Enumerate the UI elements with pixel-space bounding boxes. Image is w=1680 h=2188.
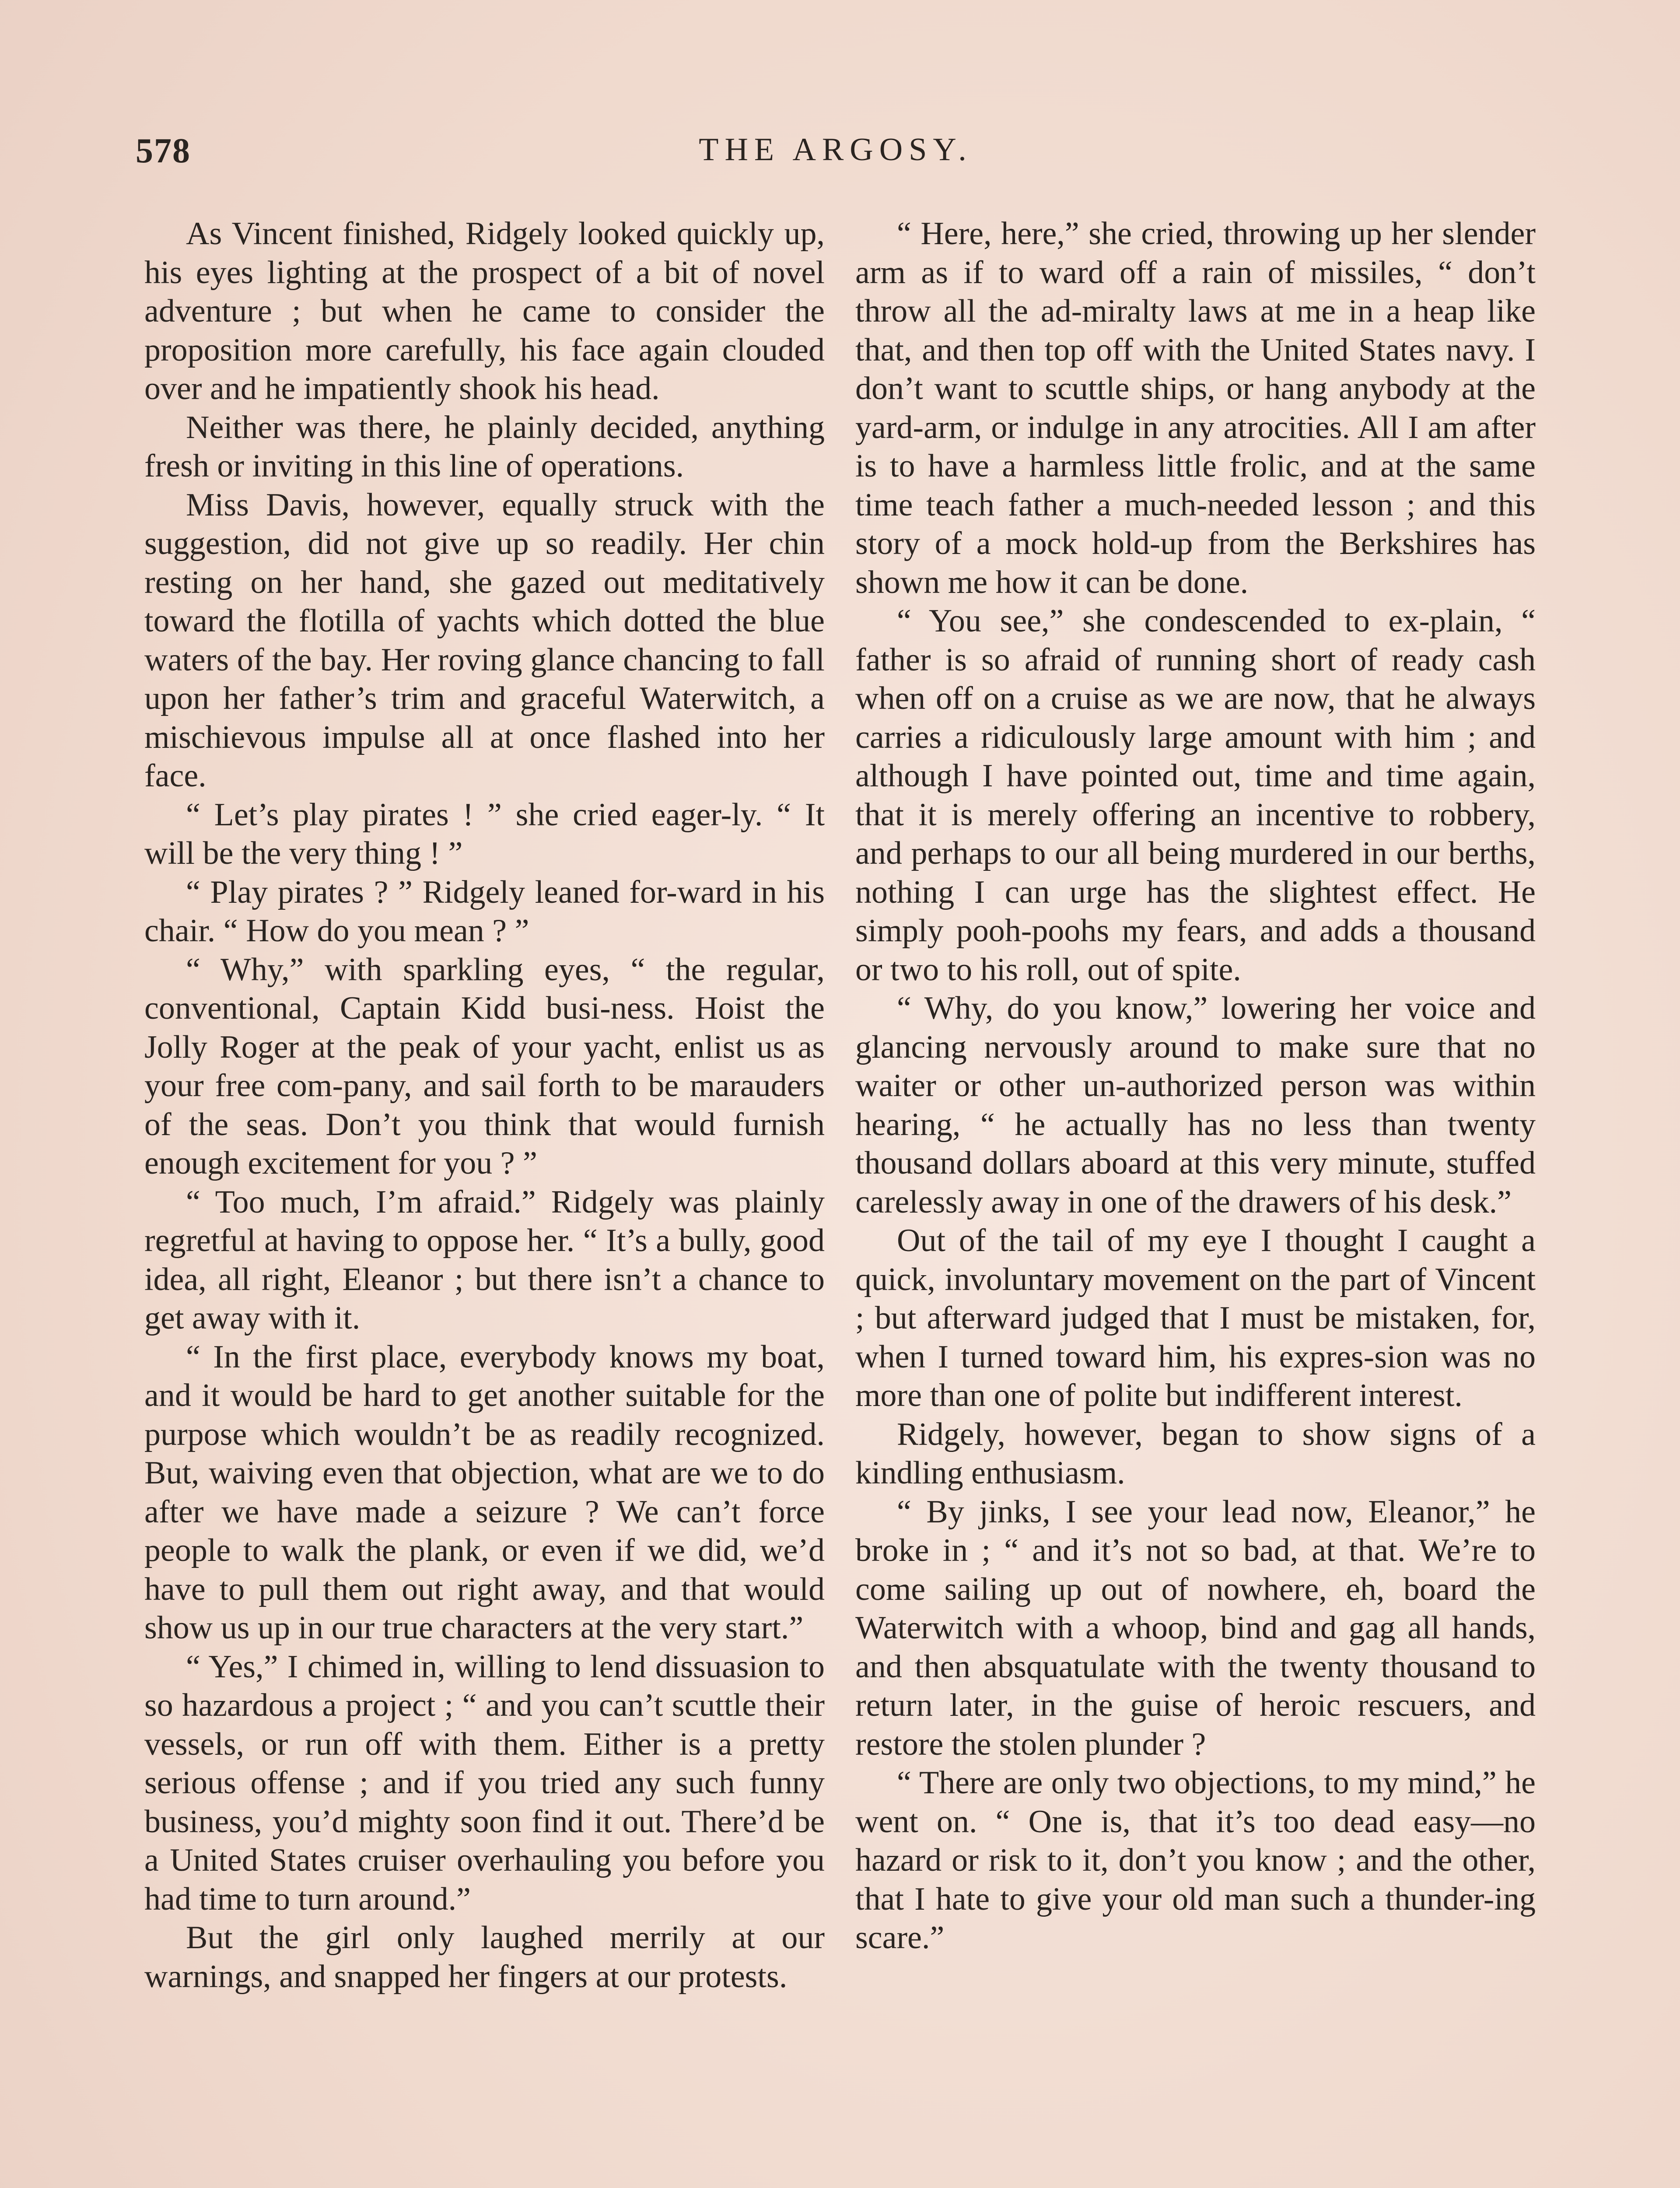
page-header — [136, 131, 1536, 179]
paragraph: “ By jinks, I see your lead now, Eleanor,” he broke in ; “ and it’s not so bad, at that. We’re to come sailing up out of nowhere, eh, board the Waterwitch with a whoop, bind and gag all hands, and then absquatulate with the twenty thousand to return later, in the guise of heroic rescuers, and restore the stolen plunder ? — [855, 1494, 1536, 1762]
paragraph: “ Here, here,” she cried, throwing up her slender arm as if to ward off a rain of missiles, “ don’t throw all the ad-miralty laws at me in a heap like that, and then top off with the United States navy. I don’t want to scuttle ships, or hang anybody at the yard-arm, or indulge in any atrocities. All I am after is to have a harmless little frolic, and at the same time teach father a much-needed lesson ; and this story of a mock hold-up from the Berkshires has shown me how it can be done. — [855, 216, 1536, 600]
paragraph: Ridgely, however, began to show signs of a kindling enthusiasm. — [855, 1416, 1536, 1491]
paragraph: “ Too much, I’m afraid.” Ridgely was plainly regretful at having to oppose her. “ It’s a bully, good idea, all right, Eleanor ; but there isn’t a chance to get away with it. — [144, 1184, 825, 1336]
page-number: 578 — [136, 132, 191, 170]
running-head: THE ARGOSY. — [699, 132, 973, 168]
paragraph: “ Why,” with sparkling eyes, “ the regular, conventional, Captain Kidd busi-ness. Hoist the Jolly Roger at the peak of your yacht, enlist us as your free com-pany, and sail forth to be marauders of the seas. Don’t you think that would furnish enough excitement for you ? ” — [144, 951, 825, 1181]
paragraph: But the girl only laughed merrily at our warnings, and snapped her fingers at our protests. — [144, 1920, 825, 1995]
paragraph: “ Play pirates ? ” Ridgely leaned for-ward in his chair. “ How do you mean ? ” — [144, 874, 825, 949]
left-column — [144, 214, 825, 1996]
paragraph: “ In the first place, everybody knows my boat, and it would be hard to get another suitable for the purpose which wouldn’t be as readily recognized. But, waiving even that objection, what are we to do after we have made a seizure ? We can’t force people to walk the plank, or even if we did, we’d have to pull them out right away, and that would show us up in our true characters at the very start.” — [144, 1339, 825, 1646]
paragraph: “ There are only two objections, to my mind,” he went on. “ One is, that it’s too dead easy—no hazard or risk to it, don’t you know ; and the other, that I hate to give your old man such a thunder-ing scare.” — [855, 1765, 1536, 1956]
right-column — [855, 214, 1536, 1957]
paragraph: “ Yes,” I chimed in, willing to lend dissuasion to so hazardous a project ; “ and you can’t scuttle their vessels, or run off with them. Either is a pretty serious offense ; and if you tried any such funny business, you’d mighty soon find it out. There’d be a United States cruiser overhauling you before you had time to turn around.” — [144, 1648, 825, 1917]
paragraph: “ Let’s play pirates ! ” she cried eager-ly. “ It will be the very thing ! ” — [144, 796, 825, 871]
paragraph: As Vincent finished, Ridgely looked quickly up, his eyes lighting at the prospect of a bit of novel adventure ; but when he came to consider the proposition more carefully, his face again clouded over and he impatiently shook his head. — [144, 216, 825, 407]
paragraph: Out of the tail of my eye I thought I caught a quick, involuntary movement on the part of Vincent ; but afterward judged that I must be mistaken, for, when I turned toward him, his expres-sion was no more than one of polite but indifferent interest. — [855, 1223, 1536, 1413]
paragraph: “ You see,” she condescended to ex-plain, “ father is so afraid of running short of ready cash when off on a cruise as we are now, that he always carries a ridiculously large amount with him ; and although I have pointed out, time and time again, that it is merely offering an incentive to robbery, and perhaps to our all being murdered in our berths, nothing I can urge has the slightest effect. He simply pooh-poohs my fears, and adds a thousand or two to his roll, out of spite. — [855, 603, 1536, 988]
paragraph: Neither was there, he plainly decided, anything fresh or inviting in this line of operations. — [144, 409, 825, 484]
paragraph: Miss Davis, however, equally struck with the suggestion, did not give up so readily. Her chin resting on her hand, she gazed out meditatively toward the flotilla of yachts which dotted the blue waters of the bay. Her roving glance chancing to fall upon her father’s trim and graceful Waterwitch, a mischievous impulse all at once flashed into her face. — [144, 487, 825, 794]
paragraph: “ Why, do you know,” lowering her voice and glancing nervously around to make sure that no waiter or other un-authorized person was within hearing, “ he actually has no less than twenty thousand dollars aboard at this very minute, stuffed carelessly away in one of the drawers of his desk.” — [855, 990, 1536, 1220]
